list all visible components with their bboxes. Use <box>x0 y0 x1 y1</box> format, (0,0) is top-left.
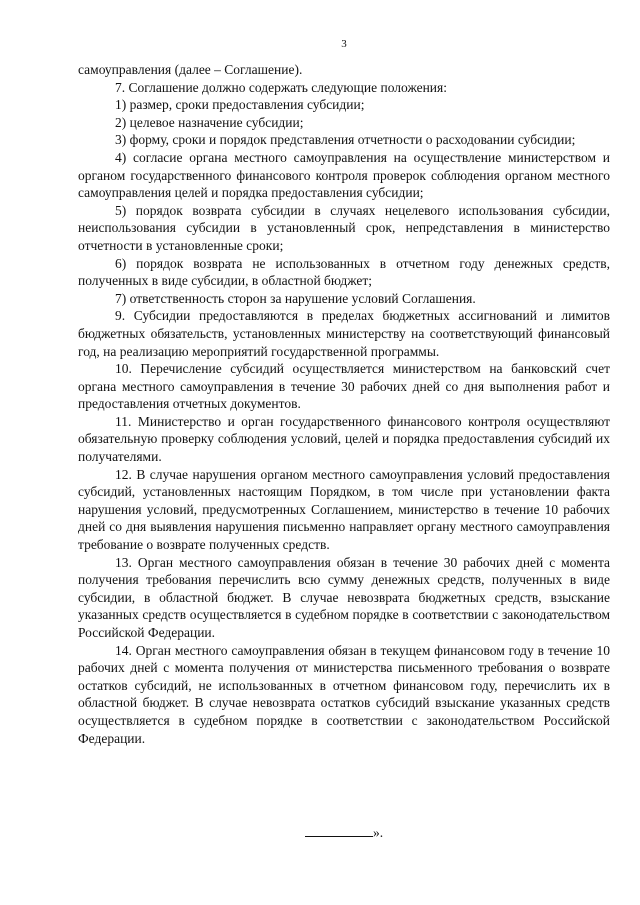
paragraph-11: 11. Министерство и орган государственного финансового контроля осуществляют обязательную проверку соблюдения условий, целей и порядка предоставления субсидий их получателями. <box>78 413 610 465</box>
paragraph-4: 3) форму, сроки и порядок представления отчетности о расходовании субсидии; <box>115 132 576 148</box>
page-number: 3 <box>341 38 347 50</box>
paragraph-10: 10. Перечисление субсидий осуществляется министерством на банковский счет органа местного самоуправления в течение 30 рабочих дней со дня выполнения работ и предоставления отчетных документов. <box>78 361 610 412</box>
document-body <box>78 61 610 747</box>
paragraph-13: 13. Орган местного самоуправления обязан в течение 30 рабочих дней с момента получения требования перечислить всю сумму денежных средств, полученных в виде субсидии, в областной бюджет. В случае невозврата бюджетных средств, взыскание указанных средств осуществляется в судебном порядке в соответствии с законодательством Российской Федерации. <box>78 554 610 640</box>
document-page <box>78 0 610 905</box>
paragraph-7: 6) порядок возврата не использованных в отчетном году денежных средств, полученных в виде субсидии, в областной бюджет; <box>78 255 610 289</box>
paragraph-2: 1) размер, сроки предоставления субсидии; <box>115 97 365 113</box>
closing-line <box>78 823 610 841</box>
closing-quote: ». <box>372 825 384 840</box>
paragraph-12: 12. В случае нарушения органом местного самоуправления условий предоставления субсидий, установленных настоящим Порядком, в том числе при установлении факта нарушения условий, предусмотренных Соглашением, министерство в течение 10 рабочих дней со дня выявления нарушения письменно направляет органу местного самоуправления требование о возврате полученных средств. <box>78 466 610 553</box>
paragraph-3: 2) целевое назначение субсидии; <box>115 114 304 130</box>
paragraph-9: 9. Субсидии предоставляются в пределах бюджетных ассигнований и лимитов бюджетных обязательств, установленных министерству на соответствующий финансовый год, на реализацию мероприятий государственной программы. <box>78 308 610 359</box>
paragraph-6: 5) порядок возврата субсидии в случаях нецелевого использования субсидии, неиспользования субсидии в установленный срок, непредставления в министерство отчетности в установленные сроки; <box>78 202 610 253</box>
paragraph-8: 7) ответственность сторон за нарушение условий Соглашения. <box>115 290 476 306</box>
paragraph-14: 14. Орган местного самоуправления обязан в текущем финансовом году в течение 10 рабочих дней с момента получения от министерства письменного требования о возврате остатков субсидий, не использованных в отчетном финансовом году, перечислить их в областной бюджет. В случае невозврата остатков субсидий взыскание указанных средств осуществляется в судебном порядке в соответствии с законодательством Российской Федерации. <box>78 642 610 746</box>
paragraph-0: самоуправления (далее – Соглашение). <box>78 62 303 77</box>
blank-underline <box>305 823 373 837</box>
paragraph-5: 4) согласие органа местного самоуправления на осуществление министерством и органом государственного финансового контроля проверок соблюдения органом местного самоуправления целей и порядка предоставления субсидии; <box>78 149 610 201</box>
paragraph-1: 7. Соглашение должно содержать следующие положения: <box>115 79 447 95</box>
